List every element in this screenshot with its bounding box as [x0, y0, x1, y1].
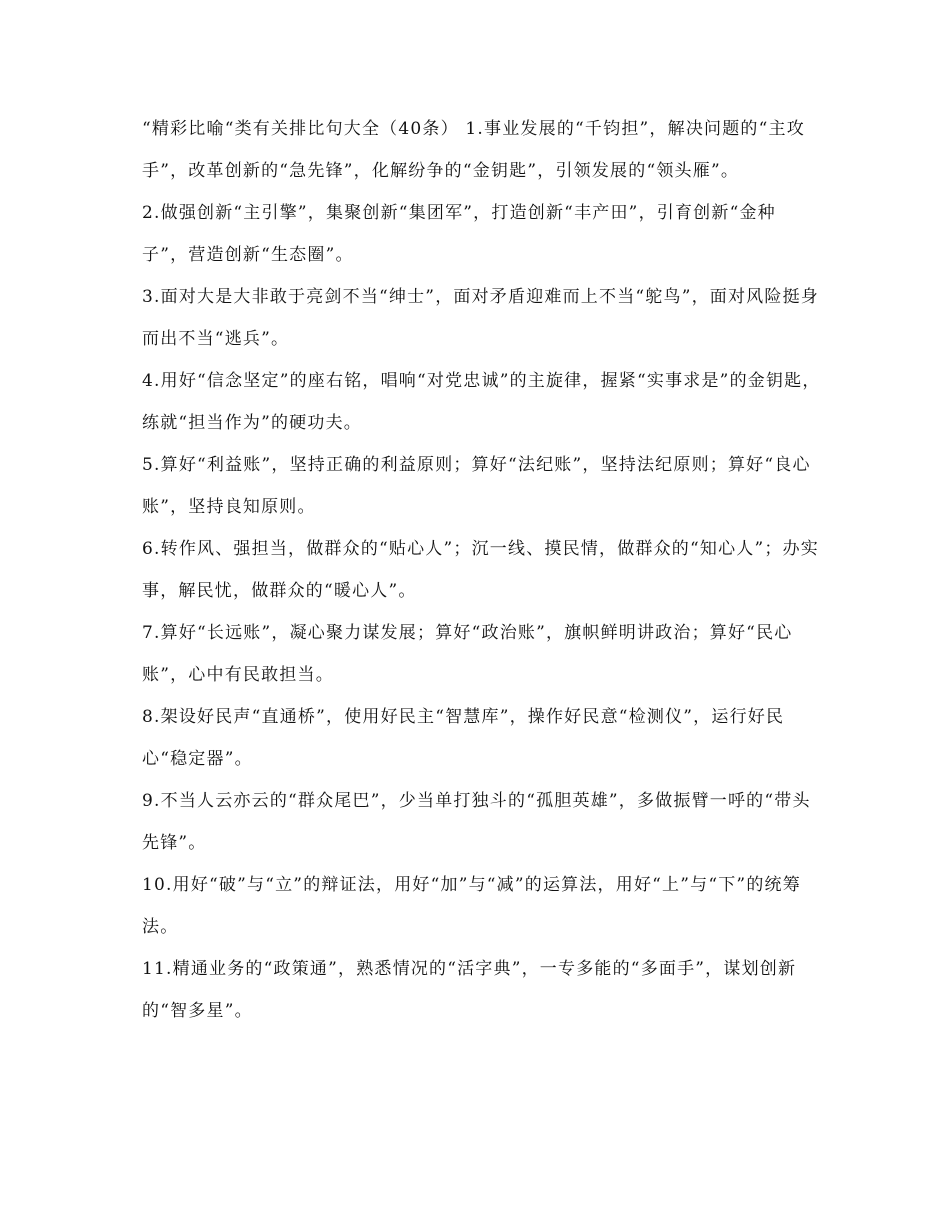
paragraph-item-10: 10.用好“破”与“立”的辩证法，用好“加”与“减”的运算法，用好“上”与“下”的统筹法。	[142, 875, 801, 937]
paragraph-item-4: 4.用好“信念坚定”的座右铭，唱响“对党忠诚”的主旋律，握紧“实事求是”的金钥匙，练就“担当作为”的硬功夫。	[142, 371, 821, 433]
paragraph-item-11: 11.精通业务的“政策通”，熟悉情况的“活字典”，一专多能的“多面手”，谋划创新的“智多星”。	[142, 959, 797, 1021]
paragraph-item-9: 9.不当人云亦云的“群众尾巴”，少当单打独斗的“孤胆英雄”，多做振臂一呼的“带头先锋”。	[142, 791, 811, 853]
paragraph-item-8: 8.架设好民声“直通桥”，使用好民主“智慧库”，操作好民意“检测仪”，运行好民心“稳定器”。	[142, 707, 785, 769]
paragraph-item-5: 5.算好“利益账”，坚持正确的利益原则；算好“法纪账”，坚持法纪原则；算好“良心账”，坚持良知原则。	[142, 455, 811, 517]
paragraph-item-6: 6.转作风、强担当，做群众的“贴心人”；沉一线、摸民情，做群众的“知心人”；办实事，解民忧，做群众的“暖心人”。	[142, 539, 819, 601]
document-body	[142, 108, 822, 1032]
paragraph-item-3: 3.面对大是大非敢于亮剑不当“绅士”，面对矛盾迎难而上不当“鸵鸟”，面对风险挺身而出不当“逃兵”。	[142, 287, 819, 349]
paragraph-item-2: 2.做强创新“主引擎”，集聚创新“集团军”，打造创新“丰产田”，引育创新“金种子”，营造创新“生态圈”。	[142, 203, 776, 265]
paragraph-item-7: 7.算好“长远账”，凝心聚力谋发展；算好“政治账”，旗帜鲜明讲政治；算好“民心账”，心中有民敢担当。	[142, 623, 793, 685]
paragraph-title-item-1: “精彩比喻“类有关排比句大全（40条） 1.事业发展的“千钧担”，解决问题的“主攻手”，改革创新的“急先锋”，化解纷争的“金钥匙”，引领发展的“领头雁”。	[142, 119, 805, 181]
